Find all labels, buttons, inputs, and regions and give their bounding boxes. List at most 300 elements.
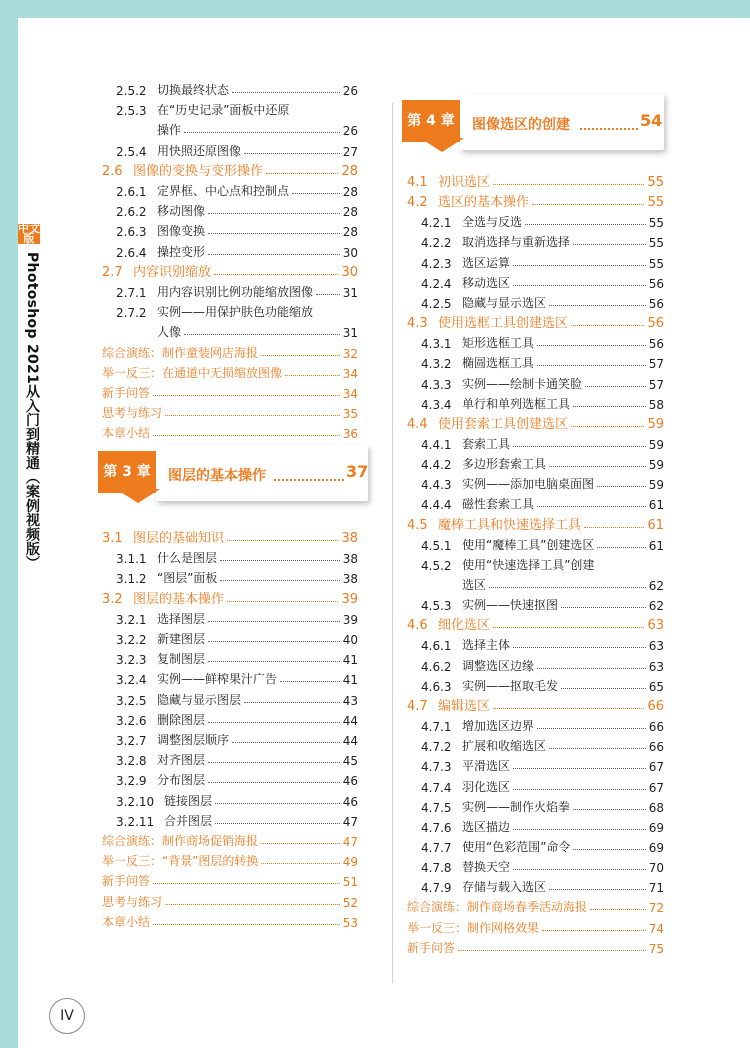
toc-entry[interactable] <box>421 553 664 573</box>
toc-entry-title: 链接图层 <box>164 793 213 808</box>
toc-entry[interactable] <box>102 526 358 546</box>
toc-entry-title: 使用选框工具创建选区 <box>438 316 569 332</box>
toc-entry[interactable] <box>407 170 664 190</box>
toc-entry-page: 69 <box>648 840 664 855</box>
toc-leader <box>493 184 644 185</box>
toc-entry[interactable] <box>407 190 664 210</box>
toc-leader <box>585 386 646 387</box>
toc-leader <box>261 355 340 356</box>
toc-leader <box>537 365 646 366</box>
toc-entry-page: 67 <box>648 760 664 775</box>
toc-leader <box>208 762 340 763</box>
toc-entry-page: 43 <box>342 693 358 708</box>
toc-entry-number: 3.2.10 <box>116 794 155 809</box>
toc-entry-title: 移动图像 <box>157 204 206 219</box>
toc-leader <box>153 395 340 396</box>
toc-entry-title: 用内容识别比例功能缩放图像 <box>157 285 314 299</box>
toc-entry-title: 用快照还原图像 <box>157 143 242 158</box>
toc-entry[interactable] <box>421 754 664 774</box>
toc-entry[interactable] <box>102 829 358 849</box>
toc-entry[interactable] <box>102 341 358 361</box>
toc-entry-number: 4.3.1 <box>421 337 452 352</box>
toc-entry-page: 52 <box>342 895 358 910</box>
toc-entry-title: 多边形套索工具 <box>462 457 547 472</box>
toc-leader <box>549 466 646 467</box>
toc-entry-number: 2.6 <box>102 163 123 179</box>
toc-entry[interactable] <box>407 895 664 915</box>
toc-leader <box>493 708 644 709</box>
toc-entry-page: 70 <box>648 861 664 876</box>
toc-entry-number: 4.5.1 <box>421 538 452 553</box>
toc-entry-title: 实例——抠取毛发 <box>462 678 559 693</box>
toc-entry[interactable] <box>421 331 664 351</box>
toc-entry-page: 34 <box>342 366 358 381</box>
spine-book-title: Photoshop 2021从入门到精通（案例视频版） <box>24 252 40 571</box>
toc-entry-number: 4.4.3 <box>421 478 452 493</box>
toc-entry[interactable] <box>102 260 358 280</box>
toc-entry[interactable] <box>421 633 664 653</box>
toc-entry-title: 合并图层 <box>164 813 213 828</box>
toc-leader <box>561 607 646 608</box>
toc-leader <box>153 883 340 884</box>
toc-entry-number: 2.7 <box>102 264 123 280</box>
toc-entry[interactable] <box>421 875 664 895</box>
toc-entry-page: 28 <box>342 225 358 240</box>
toc-entry-page: 47 <box>342 814 358 829</box>
toc-entry-page: 31 <box>342 326 358 341</box>
toc-entry[interactable] <box>407 613 664 633</box>
toc-entry-title: 使用“快速选择工具”创建 <box>462 557 595 572</box>
toc-leader <box>153 924 340 925</box>
toc-entry-title: 实例——用保护肤色功能缩放 <box>157 305 314 320</box>
chapter-title: 图层的基本操作 <box>168 468 266 484</box>
toc-leader <box>244 702 340 703</box>
toc-entry-page: 36 <box>342 427 358 442</box>
toc-entry-number: 4.2.2 <box>421 236 452 251</box>
toc-leader <box>165 904 340 905</box>
toc-entry-number: 2.6.2 <box>116 205 147 220</box>
toc-entry-number: 2.5.4 <box>116 144 147 159</box>
toc-entry-number: 4.7.1 <box>421 720 452 735</box>
toc-entry-page: 44 <box>342 734 358 748</box>
toc-entry-number: 2.6.4 <box>116 245 147 260</box>
toc-leader <box>244 153 340 154</box>
toc-entry-title: 替换天空 <box>462 860 511 875</box>
toc-entry[interactable] <box>102 587 358 607</box>
toc-entry[interactable] <box>421 734 664 754</box>
toc-leader <box>573 849 645 850</box>
toc-leader <box>261 863 339 864</box>
toc-entry-title: 魔棒工具和快速选择工具 <box>438 517 582 533</box>
toc-entry-number: 4.7.2 <box>421 740 452 755</box>
toc-entry-page: 46 <box>342 774 358 789</box>
chapter-page: 37 <box>346 462 369 481</box>
toc-entry-number: 4.6 <box>407 618 428 634</box>
toc-entry[interactable] <box>421 271 664 291</box>
toc-entry-title: 实例——快速抠图 <box>462 598 559 613</box>
toc-leader <box>590 909 646 910</box>
toc-entry-title: 分布图层 <box>157 773 206 788</box>
toc-entry-number: 4.6.2 <box>421 659 452 674</box>
chapter-leader <box>580 128 638 130</box>
toc-entry[interactable] <box>116 607 358 627</box>
toc-entry-title: 图像的变换与变形操作 <box>133 163 264 179</box>
toc-entry[interactable] <box>421 714 664 734</box>
toc-entry[interactable] <box>116 708 358 728</box>
toc-entry-title: 扩展和收缩选区 <box>462 739 547 754</box>
toc-entry-page: 56 <box>648 337 664 352</box>
toc-entry[interactable] <box>116 219 358 239</box>
chapter-label: 第 3 章 <box>98 451 156 493</box>
toc-entry[interactable] <box>407 916 664 936</box>
toc-entry-number: 3.2.5 <box>116 693 147 708</box>
toc-entry-page: 53 <box>342 915 358 930</box>
toc-entry-title: 综合演练：制作童装网店海报 <box>102 345 259 360</box>
toc-entry-title: 选区运算 <box>462 255 511 270</box>
toc-entry[interactable] <box>116 179 358 199</box>
toc-entry-title: 增加选区边界 <box>462 719 535 734</box>
toc-entry-title: 使用“色彩范围”命令 <box>462 839 571 854</box>
toc-leader <box>316 294 340 295</box>
toc-entry-title: 操控变形 <box>157 244 206 259</box>
toc-entry-number: 4.7.3 <box>421 760 452 775</box>
toc-entry-page: 66 <box>648 720 664 735</box>
toc-entry[interactable] <box>421 432 664 452</box>
toc-leader <box>208 621 340 622</box>
toc-entry-title: 举一反三：在通道中无损缩放图像 <box>102 365 283 380</box>
toc-entry[interactable] <box>421 795 664 815</box>
toc-entry[interactable] <box>116 627 358 647</box>
toc-entry[interactable] <box>421 452 664 472</box>
toc-entry-page: 26 <box>342 124 358 139</box>
toc-entry-title: 新手问答 <box>102 386 151 400</box>
toc-entry[interactable] <box>102 159 358 179</box>
toc-entry[interactable] <box>421 533 664 553</box>
toc-entry-number: 3.2.11 <box>116 814 155 829</box>
toc-entry-title: 取消选择与重新选择 <box>462 235 571 250</box>
toc-entry[interactable] <box>116 78 358 98</box>
toc-leader <box>549 889 646 890</box>
toc-entry[interactable] <box>421 210 664 230</box>
toc-entry-number: 4.7.4 <box>421 780 452 795</box>
toc-entry-title: 磁性套索工具 <box>462 497 535 512</box>
toc-entry-number: 4.7.6 <box>421 820 452 835</box>
toc-entry-page: 74 <box>648 921 664 936</box>
toc-entry[interactable] <box>116 98 358 118</box>
toc-entry-title: 移动选区 <box>462 275 511 290</box>
spine-edition-tab: 中文版 <box>18 222 40 245</box>
toc-entry-title: 图像变换 <box>157 224 206 239</box>
toc-entry[interactable] <box>116 546 358 566</box>
toc-entry-page: 38 <box>341 531 358 546</box>
toc-entry[interactable] <box>421 593 664 613</box>
toc-entry-title: 人像 <box>157 325 182 340</box>
chapter-3-banner[interactable] <box>98 441 368 505</box>
toc-entry-title: 套索工具 <box>462 436 511 451</box>
toc-entry[interactable] <box>421 775 664 795</box>
toc-entry-title: 新手问答 <box>102 874 151 889</box>
toc-entry-page: 27 <box>342 144 358 159</box>
toc-entry-title: 本章小结 <box>102 914 151 929</box>
toc-entry[interactable] <box>102 910 358 930</box>
toc-entry[interactable] <box>421 372 664 392</box>
toc-leader <box>525 224 646 225</box>
toc-entry-title: 新手问答 <box>407 940 456 955</box>
toc-leader <box>513 789 646 790</box>
toc-entry-number: 3.2.1 <box>116 612 147 627</box>
chapter-flag <box>420 138 464 152</box>
toc-entry-page: 55 <box>647 175 664 190</box>
toc-leader <box>571 426 644 427</box>
toc-leader <box>573 406 646 407</box>
toc-entry-number: 2.7.2 <box>116 306 147 321</box>
toc-entry-page: 63 <box>647 618 664 634</box>
toc-entry[interactable] <box>102 381 358 401</box>
toc-entry[interactable] <box>116 320 358 340</box>
toc-entry-title: 实例——添加电脑桌面图 <box>462 477 595 492</box>
toc-leader <box>561 688 646 689</box>
toc-leader <box>513 869 646 870</box>
toc-entry-number: 4.7.8 <box>421 861 452 876</box>
toc-entry-number: 4.4.4 <box>421 498 452 513</box>
toc-entry-title: 新建图层 <box>157 632 206 646</box>
toc-entry-page: 57 <box>648 357 664 372</box>
toc-entry-title: 选择主体 <box>462 638 511 653</box>
toc-entry-title: 选区 <box>462 578 487 592</box>
toc-entry-title: 单行和单列选框工具 <box>462 396 571 411</box>
toc-leader <box>208 782 340 783</box>
toc-entry-number: 4.3.4 <box>421 397 452 412</box>
toc-entry-number: 4.6.1 <box>421 639 452 654</box>
toc-entry-number: 3.2 <box>102 591 123 607</box>
toc-leader <box>537 506 646 507</box>
toc-entry[interactable] <box>407 936 664 956</box>
toc-leader <box>513 768 646 769</box>
toc-entry-title: 内容识别缩放 <box>133 264 212 280</box>
toc-entry-number: 4.2.1 <box>421 216 452 231</box>
toc-entry-title: 使用套索工具创建选区 <box>438 416 569 432</box>
toc-entry-page: 38 <box>342 552 358 567</box>
toc-entry-title: 隐藏与显示选区 <box>462 295 547 310</box>
toc-entry-title: 细化选区 <box>438 618 491 634</box>
toc-entry-title: 综合演练：制作商场春季活动海报 <box>407 900 588 915</box>
toc-entry-page: 56 <box>648 276 664 291</box>
chapter-4-banner[interactable] <box>402 90 666 154</box>
toc-entry[interactable] <box>116 667 358 687</box>
chapter-flag <box>116 489 160 503</box>
toc-leader <box>266 173 338 174</box>
toc-entry-page: 71 <box>648 881 664 896</box>
toc-entry[interactable] <box>421 291 664 311</box>
toc-entry-page: 49 <box>342 855 358 870</box>
toc-entry-page: 69 <box>648 820 664 835</box>
toc-leader <box>280 681 340 682</box>
chapter-label: 第 4 章 <box>402 100 460 142</box>
toc-entry-page: 63 <box>648 639 664 654</box>
toc-entry-page: 55 <box>648 216 664 231</box>
toc-entry[interactable] <box>116 748 358 768</box>
toc-entry[interactable] <box>116 280 358 300</box>
toc-leader <box>493 627 644 628</box>
toc-entry-title: 举一反三：制作网格效果 <box>407 920 540 935</box>
toc-entry-number: 4.5.3 <box>421 599 452 614</box>
toc-entry-page: 55 <box>648 236 664 251</box>
toc-entry[interactable] <box>116 300 358 320</box>
toc-leader <box>513 647 646 648</box>
toc-entry-number: 4.3 <box>407 316 428 332</box>
toc-entry[interactable] <box>102 849 358 869</box>
toc-entry-page: 28 <box>342 205 358 220</box>
toc-leader <box>458 950 646 951</box>
toc-leader <box>489 587 646 588</box>
toc-entry[interactable] <box>116 789 358 809</box>
toc-entry[interactable] <box>102 890 358 910</box>
toc-entry-page: 34 <box>342 387 358 401</box>
toc-entry-title: 实例——鲜榨果汁广告 <box>157 672 278 687</box>
toc-entry-page: 40 <box>342 633 358 647</box>
toc-entry[interactable] <box>116 728 358 748</box>
toc-entry-number: 3.2.6 <box>116 713 147 728</box>
toc-entry-title: 初识选区 <box>438 175 491 190</box>
toc-entry[interactable] <box>116 240 358 260</box>
toc-leader <box>549 748 646 749</box>
toc-entry[interactable] <box>407 311 664 331</box>
toc-leader <box>513 446 646 447</box>
toc-entry[interactable] <box>102 869 358 889</box>
toc-entry[interactable] <box>116 118 358 138</box>
toc-entry[interactable] <box>116 199 358 219</box>
toc-leader <box>549 305 646 306</box>
toc-leader <box>542 930 646 931</box>
toc-entry-number: 4.4.1 <box>421 437 452 452</box>
toc-entry-title: 使用“魔棒工具”创建选区 <box>462 537 595 552</box>
toc-entry-number: 3.2.4 <box>116 673 147 688</box>
toc-entry[interactable] <box>116 809 358 829</box>
toc-entry-number: 3.1.1 <box>116 552 147 567</box>
toc-entry-number: 2.6.1 <box>116 185 147 199</box>
toc-entry[interactable] <box>116 647 358 667</box>
toc-entry-page: 56 <box>647 316 664 332</box>
toc-entry[interactable] <box>407 412 664 432</box>
toc-leader <box>232 742 340 743</box>
toc-entry-page: 61 <box>648 498 664 513</box>
toc-leader <box>208 641 340 642</box>
toc-entry[interactable] <box>116 688 358 708</box>
toc-entry[interactable] <box>421 492 664 512</box>
toc-entry-number: 3.2.2 <box>116 633 147 647</box>
toc-entry[interactable] <box>421 472 664 492</box>
toc-leader <box>532 204 644 205</box>
toc-entry-number: 4.7.5 <box>421 800 452 815</box>
toc-leader <box>227 540 338 541</box>
toc-leader <box>220 580 339 581</box>
toc-entry-number: 4.2.4 <box>421 276 452 291</box>
toc-entry[interactable] <box>421 835 664 855</box>
toc-entry-page: 61 <box>647 517 664 533</box>
toc-entry-page: 59 <box>648 478 664 493</box>
toc-entry-number: 4.7 <box>407 698 428 714</box>
toc-entry[interactable] <box>421 230 664 250</box>
toc-entry-title: 羽化选区 <box>462 779 511 794</box>
toc-leader <box>208 254 340 255</box>
toc-entry[interactable] <box>421 351 664 371</box>
toc-entry[interactable] <box>421 573 664 593</box>
toc-entry-page: 55 <box>648 256 664 271</box>
toc-entry-page: 57 <box>648 377 664 392</box>
toc-entry[interactable] <box>407 513 664 533</box>
toc-entry-page: 38 <box>342 572 358 587</box>
toc-entry-title: 编辑选区 <box>438 698 491 714</box>
toc-entry-page: 32 <box>342 346 358 361</box>
toc-entry-title: 切换最终状态 <box>157 83 230 97</box>
toc-entry-title: 存储与载入选区 <box>462 880 547 895</box>
toc-entry-title: 综合演练：制作商场促销海报 <box>102 834 259 848</box>
toc-entry-title: 调整图层顺序 <box>157 733 230 747</box>
toc-entry-page: 62 <box>648 579 664 593</box>
toc-entry-title: 对齐图层 <box>157 753 206 768</box>
toc-entry-number: 3.2.9 <box>116 774 147 789</box>
toc-entry[interactable] <box>421 654 664 674</box>
toc-entry[interactable] <box>421 674 664 694</box>
toc-entry[interactable] <box>102 421 358 441</box>
toc-entry-page: 39 <box>342 612 358 627</box>
toc-entry-title: 实例——制作火焰拳 <box>462 799 571 814</box>
toc-entry[interactable] <box>102 361 358 381</box>
toc-leader <box>208 722 340 723</box>
toc-entry-title: 定界框、中心点和控制点 <box>157 184 290 198</box>
toc-leader <box>571 325 644 326</box>
toc-entry-number: 4.7.7 <box>421 840 452 855</box>
toc-leader <box>513 285 646 286</box>
toc-entry[interactable] <box>116 566 358 586</box>
toc-entry-number: 3.1 <box>102 531 123 546</box>
column-divider <box>392 103 393 983</box>
toc-entry-number: 4.5 <box>407 517 428 533</box>
toc-entry[interactable] <box>421 855 664 875</box>
toc-entry-page: 30 <box>342 245 358 260</box>
toc-entry[interactable] <box>421 251 664 271</box>
toc-leader <box>215 823 340 824</box>
toc-entry[interactable] <box>116 768 358 788</box>
toc-entry-page: 30 <box>341 264 358 280</box>
toc-entry[interactable] <box>421 815 664 835</box>
toc-entry-number: 2.5.3 <box>116 104 147 119</box>
toc-leader <box>208 213 340 214</box>
toc-entry-number: 4.3.3 <box>421 377 452 392</box>
toc-entry[interactable] <box>116 139 358 159</box>
toc-entry-page: 28 <box>342 185 358 199</box>
toc-leader <box>537 728 646 729</box>
toc-entry-title: 调整选区边缘 <box>462 658 535 673</box>
toc-entry-title: 图层的基础知识 <box>133 531 225 546</box>
toc-page <box>18 18 750 1048</box>
toc-leader <box>292 193 340 194</box>
chapter-page: 54 <box>640 111 663 130</box>
toc-entry[interactable] <box>421 392 664 412</box>
toc-entry-page: 26 <box>342 84 358 98</box>
toc-entry-title: 删除图层 <box>157 712 206 727</box>
toc-leader <box>537 345 646 346</box>
toc-entry-title: 操作 <box>157 123 182 138</box>
toc-leader <box>261 843 340 844</box>
toc-entry[interactable] <box>407 694 664 714</box>
toc-entry-title: 思考与练习 <box>102 406 163 421</box>
toc-entry-title: 平滑选区 <box>462 759 511 774</box>
toc-entry-page: 61 <box>648 538 664 553</box>
toc-entry-page: 63 <box>648 659 664 674</box>
toc-entry[interactable] <box>102 401 358 421</box>
toc-entry-page: 45 <box>342 754 358 769</box>
